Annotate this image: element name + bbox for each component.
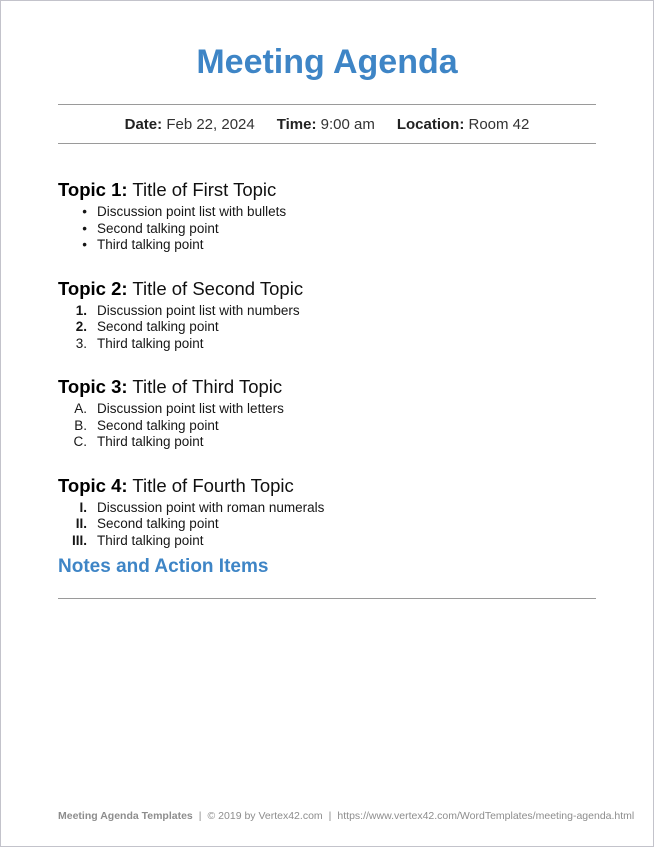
list-item-text: Second talking point [97,220,219,236]
footer-segment: https://www.vertex42.com/WordTemplates/meeting-agenda.html [337,810,635,822]
list-marker: • [82,204,87,219]
document-title: Meeting Agenda [196,43,458,81]
list-marker: A. [74,401,87,416]
list-marker: II. [75,516,87,531]
list-item [58,204,596,221]
list-marker: B. [74,417,87,433]
meta-label: Date: [124,116,163,133]
meta-value: Feb 22, 2024 [166,116,255,133]
list-item [58,319,596,336]
topic-list-letter [58,401,596,451]
list-item-text: Second talking point [97,319,219,334]
topic-list-roman [58,500,596,550]
notes-heading: Notes and Action Items [58,556,269,577]
meta-field-location [397,117,530,133]
topic-label: Topic 3: [58,376,128,397]
footer-segment: © 2019 by Vertex42.com [207,810,323,822]
blank-space [58,599,596,810]
topic-section-1 [58,180,596,254]
list-marker: III. [71,532,87,548]
topic-list-bullet [58,204,596,254]
list-item [58,336,596,353]
topic-list-number [58,303,596,353]
topic-heading [58,476,596,495]
footer-segment: Meeting Agenda Templates [58,810,193,822]
topic-heading [58,279,596,298]
topic-heading [58,377,596,396]
list-item [58,418,596,435]
meta-field-time [277,117,375,133]
topic-title: Title of Second Topic [132,277,304,299]
header-rule-top [58,104,596,105]
topic-section-4 [58,476,596,550]
list-marker: 1. [75,302,87,318]
topic-heading [58,180,596,199]
meta-row [58,117,596,133]
list-item-text: Third talking point [97,434,204,449]
meta-value: 9:00 am [320,116,375,133]
list-item [58,303,596,320]
meta-field-date [125,117,255,133]
list-marker: • [82,220,87,236]
topic-label: Topic 4: [58,474,128,496]
topic-title: Title of Third Topic [132,376,283,397]
meta-label: Time: [276,116,317,133]
list-item-text: Discussion point list with letters [97,401,284,416]
topic-section-2 [58,279,596,353]
topic-label: Topic 1: [58,179,128,200]
list-item-text: Discussion point list with numbers [97,302,300,318]
footer-separator: | [328,810,332,822]
topic-section-3 [58,377,596,451]
list-item-text: Second talking point [97,417,219,433]
list-item-text: Third talking point [97,335,204,351]
list-item [58,221,596,238]
list-item-text: Third talking point [97,532,204,548]
footer-separator: | [198,810,202,822]
list-item-text: Discussion point with roman numerals [97,499,325,515]
list-item-text: Third talking point [97,237,204,252]
list-item [58,533,596,550]
topic-title: Title of First Topic [132,179,277,200]
list-marker: C. [73,434,87,449]
meta-value: Room 42 [468,116,530,133]
list-item [58,237,596,254]
list-item-text: Discussion point list with bullets [97,204,287,219]
topic-label: Topic 2: [58,277,128,299]
list-marker: 2. [75,319,87,334]
list-marker: I. [79,499,87,515]
list-marker: 3. [75,335,87,351]
list-item [58,401,596,418]
meta-label: Location: [396,116,465,133]
topic-title: Title of Fourth Topic [132,474,294,496]
list-item [58,516,596,533]
list-marker: • [82,237,87,252]
page-footer [58,810,635,822]
topic-sections [58,144,596,549]
list-item [58,434,596,451]
list-item [58,500,596,517]
list-item-text: Second talking point [97,516,219,531]
